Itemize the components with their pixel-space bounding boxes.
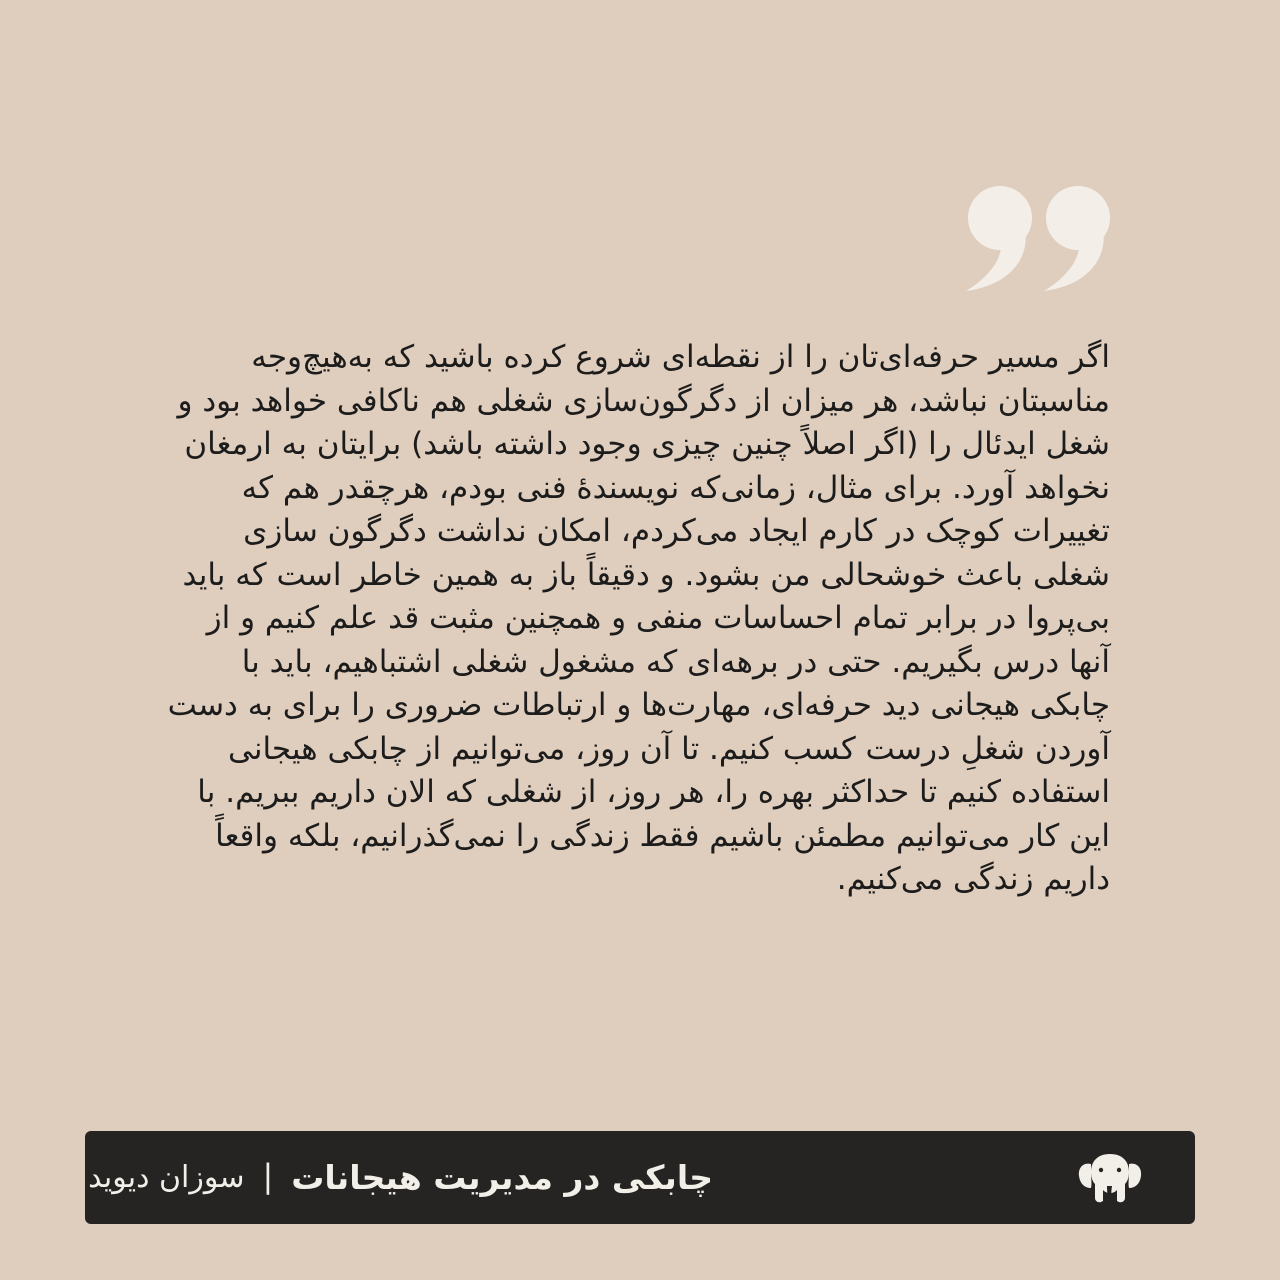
book-title: چابکی در مدیریت هیجانات xyxy=(291,1158,713,1197)
quote-text: اگر مسیر حرفه‌ای‌تان را از نقطه‌ای شروع کرده باشید که به‌هیچ‌وجه مناسبتان نباشد، هر میزان از دگرگون‌سازی شغلی هم ناکافی خواهد بود و شغل ایدئال را (اگر اصلاً چنین چیزی وجود داشته باشد) برایتان به ارمغان نخواهد آورد. برای مثال، زمانی‌که نویسندهٔ فنی بودم، هرچقدر هم که تغییرات کوچک در کارم ایجاد می‌کردم، امکان نداشت دگرگون سازی شغلی باعث خوشحالی من بشود. و دقیقاً باز به همین خاطر است که باید بی‌پروا در برابر تمام احساسات منفی و همچنین مثبت قد علم کنیم و از آنها درس بگیریم. حتی در برهه‌ای که مشغول شغلی اشتباهیم، باید با چابکی هیجانی دید حرفه‌ای، مهارت‌ها و ارتباطات ضروری را برای به دست آوردن شغلِ درست کسب کنیم. تا آن روز، می‌توانیم از چابکی هیجانی استفاده کنیم تا حداکثر بهره را، هر روز، از شغلی که الان داریم ببریم. با این کار می‌توانیم مطمئن باشیم فقط زندگی را نمی‌گذرانیم، بلکه واقعاً داریم زندگی می‌کنیم. xyxy=(167,339,1110,897)
quote-mark-icon xyxy=(962,185,1112,295)
footer-bar xyxy=(85,1131,1195,1224)
author-name: سوزان دیوید xyxy=(88,1160,245,1195)
footer-caption xyxy=(88,1131,713,1224)
separator: | xyxy=(262,1156,274,1195)
elephant-icon xyxy=(1077,1148,1143,1208)
